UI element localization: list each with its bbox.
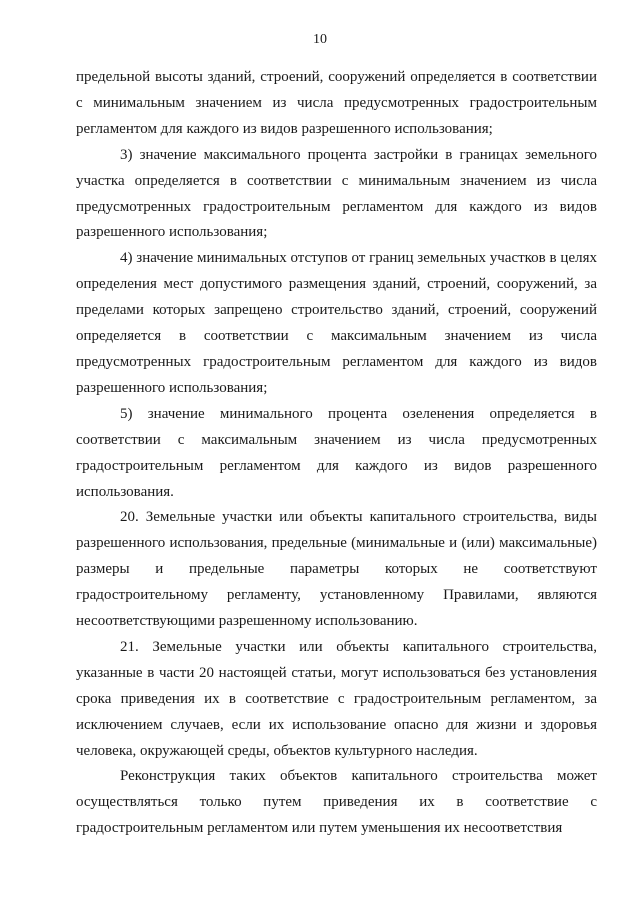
paragraph-item-3: 3) значение максимального процента застройки в границах земельного участка определяется в соответствии с минимальным значением из числа предусмотренных градостроительным регламентом для каждого из видов разрешенного использования; bbox=[76, 146, 597, 241]
paragraph-reconstruction: Реконструкция таких объектов капитального строительства может осуществляться только путем приведения их в соответствие с градостроительным регламентом или путем уменьшения их несоответствия bbox=[76, 768, 597, 837]
paragraph-item-4: 4) значение минимальных отступов от границ земельных участков в целях определения мест допустимого размещения зданий, строений, сооружений, за пределами которых запрещено строительство зданий, строений, сооружений определяется в соответствии с максимальным значением из числа предусмотренных градостроительным регламентом для каждого из видов разрешенного использования; bbox=[76, 250, 597, 396]
page-number: 10 bbox=[313, 32, 327, 47]
paragraph-clause-20: 20. Земельные участки или объекты капитального строительства, виды разрешенного использования, предельные (минимальные и (или) максимальные) размеры и предельные параметры которых не соответствуют градостроительному регламенту, установленному Правилами, являются несоответствующими разрешенному использованию. bbox=[76, 509, 597, 630]
paragraph-clause-21: 21. Земельные участки или объекты капитального строительства, указанные в части 20 настоящей статьи, могут использоваться без установления срока приведения их в соответствие с градостроительным регламентом, за исключением случаев, если их использование опасно для жизни и здоровья человека, окружающей среды, объектов культурного наследия. bbox=[76, 638, 597, 759]
paragraph-continuation: предельной высоты зданий, строений, сооружений определяется в соответствии с минимальным значением из числа предусмотренных градостроительным регламентом для каждого из видов разрешенного использования; bbox=[76, 69, 597, 137]
paragraph-item-5: 5) значение минимального процента озеленения определяется в соответствии с максимальным значением из числа предусмотренных градостроительным регламентом для каждого из видов разрешенного использования. bbox=[76, 405, 597, 500]
document-body bbox=[76, 65, 597, 842]
